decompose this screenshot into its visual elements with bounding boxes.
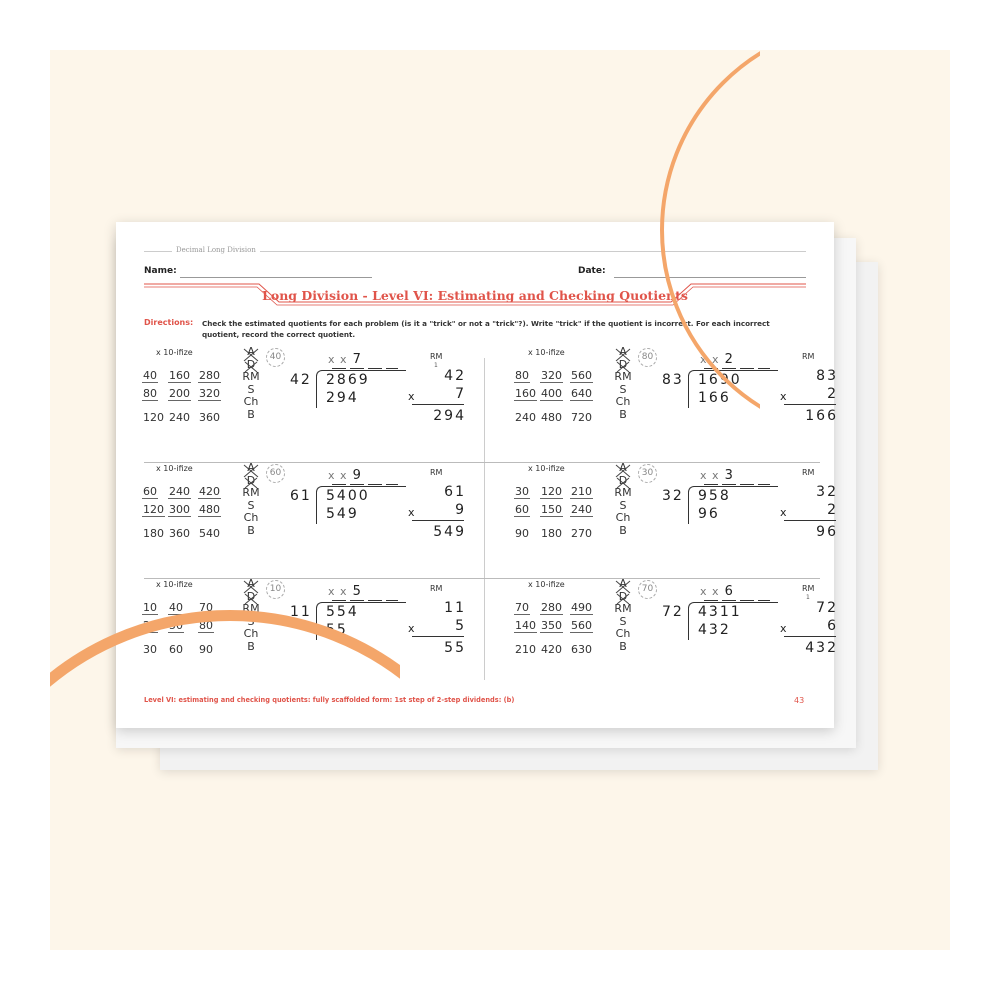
quotient-row bbox=[700, 468, 734, 483]
multiple-value: 60 bbox=[143, 485, 157, 498]
multiple-value: 420 bbox=[541, 643, 562, 656]
carry-digit: 1 bbox=[806, 594, 810, 601]
check-top: 72 bbox=[816, 600, 838, 616]
estimate-circle: 60 bbox=[266, 464, 285, 483]
partial-product: 549 bbox=[326, 506, 359, 522]
page-number: 43 bbox=[794, 696, 805, 705]
steps-column bbox=[240, 462, 262, 538]
rm-label: RM bbox=[802, 584, 815, 593]
rm-label: RM bbox=[430, 584, 443, 593]
quotient-line bbox=[332, 600, 346, 601]
check-line bbox=[412, 404, 464, 405]
multiple-value: 280 bbox=[199, 369, 220, 382]
times-sign: x bbox=[408, 506, 415, 519]
multiple-value: 60 bbox=[515, 503, 529, 516]
date-label: Date: bbox=[578, 266, 606, 276]
quotient-line bbox=[368, 600, 382, 601]
divisor: 83 bbox=[662, 372, 684, 388]
quotient-line bbox=[386, 484, 398, 485]
cross-out-icon bbox=[612, 589, 634, 606]
multiple-value: 400 bbox=[541, 387, 562, 400]
step-label: D bbox=[618, 357, 628, 371]
divisor: 32 bbox=[662, 488, 684, 504]
problem-block bbox=[508, 462, 838, 574]
quotient-line bbox=[350, 368, 364, 369]
quotient-placeholder: x x bbox=[700, 469, 720, 482]
multiple-value: 480 bbox=[541, 411, 562, 424]
quotient-placeholder: x x bbox=[700, 353, 720, 366]
multiple-value: 80 bbox=[515, 369, 529, 382]
step-label: B bbox=[619, 523, 627, 537]
quotient-row bbox=[700, 584, 734, 599]
dividend: 554 bbox=[326, 604, 359, 620]
quotient-line bbox=[740, 484, 754, 485]
step-label: RM bbox=[242, 370, 260, 384]
quotient-line bbox=[368, 484, 382, 485]
tenify-label: x 10-ifize bbox=[156, 580, 193, 589]
multiple-value: 630 bbox=[571, 643, 592, 656]
quotient-placeholder: x x bbox=[700, 585, 720, 598]
times-sign: x bbox=[408, 622, 415, 635]
step-label: D bbox=[618, 473, 628, 487]
multiple-value: 320 bbox=[541, 369, 562, 382]
multiple-value: 270 bbox=[571, 527, 592, 540]
multiple-value: 40 bbox=[143, 369, 157, 382]
step-label: B bbox=[619, 639, 627, 653]
divisor: 72 bbox=[662, 604, 684, 620]
multiple-value: 540 bbox=[199, 527, 220, 540]
dividend: 1690 bbox=[698, 372, 742, 388]
check-multiplier: 2 bbox=[827, 386, 838, 402]
multiple-value: 80 bbox=[143, 387, 157, 400]
step-label: RM bbox=[242, 486, 260, 500]
rm-label: RM bbox=[430, 352, 443, 361]
step-label: D bbox=[246, 357, 256, 371]
check-top: 61 bbox=[444, 484, 466, 500]
multiple-value: 300 bbox=[169, 503, 190, 516]
check-result: 549 bbox=[433, 524, 466, 540]
step-label: Ch bbox=[243, 395, 259, 409]
multiple-value: 640 bbox=[571, 387, 592, 400]
step-label: D bbox=[246, 589, 256, 603]
step-label: Ch bbox=[615, 627, 631, 641]
step-label: RM bbox=[614, 370, 632, 384]
multiple-value: 360 bbox=[169, 527, 190, 540]
times-sign: x bbox=[780, 506, 787, 519]
quotient-line bbox=[758, 600, 770, 601]
check-multiplier: 9 bbox=[455, 502, 466, 518]
step-label: Ch bbox=[615, 395, 631, 409]
footer-text: Level VI: estimating and checking quotients: fully scaffolded form: 1st step of 2-step dividends: (b) bbox=[144, 696, 515, 704]
carry-digit: 1 bbox=[434, 362, 438, 369]
step-label: A bbox=[247, 577, 255, 590]
step-label: B bbox=[619, 407, 627, 421]
rm-label: RM bbox=[802, 352, 815, 361]
step-label: A bbox=[619, 461, 627, 474]
section-label: Decimal Long Division bbox=[172, 246, 260, 254]
step-label: RM bbox=[614, 602, 632, 616]
dividend: 958 bbox=[698, 488, 731, 504]
problem-block bbox=[508, 346, 838, 458]
multiple-value: 240 bbox=[169, 411, 190, 424]
partial-product: 166 bbox=[698, 390, 731, 406]
problem-block bbox=[508, 578, 838, 690]
multiple-value: 420 bbox=[199, 485, 220, 498]
multiple-value: 200 bbox=[169, 387, 190, 400]
step-label: A bbox=[247, 461, 255, 474]
dividend: 5400 bbox=[326, 488, 370, 504]
multiple-value: 90 bbox=[515, 527, 529, 540]
directions-label: Directions: bbox=[144, 318, 194, 327]
partial-product: 96 bbox=[698, 506, 720, 522]
cross-out-icon bbox=[612, 357, 634, 374]
step-label: D bbox=[618, 589, 628, 603]
multiple-value: 240 bbox=[515, 411, 536, 424]
times-sign: x bbox=[408, 390, 415, 403]
step-label: RM bbox=[614, 486, 632, 500]
tenify-label: x 10-ifize bbox=[156, 348, 193, 357]
quotient-line bbox=[740, 600, 754, 601]
multiple-value: 360 bbox=[199, 411, 220, 424]
quotient-placeholder: x x bbox=[328, 585, 348, 598]
quotient-line bbox=[704, 484, 718, 485]
estimate-circle: 70 bbox=[638, 580, 657, 599]
multiple-value: 70 bbox=[515, 601, 529, 614]
quotient-line bbox=[386, 368, 398, 369]
check-multiplier: 6 bbox=[827, 618, 838, 634]
multiple-value: 40 bbox=[169, 601, 183, 614]
check-line bbox=[784, 520, 836, 521]
check-line bbox=[784, 404, 836, 405]
background-panel bbox=[50, 50, 950, 950]
multiple-value: 280 bbox=[541, 601, 562, 614]
tenify-label: x 10-ifize bbox=[528, 348, 565, 357]
step-label: RM bbox=[242, 602, 260, 616]
name-field[interactable] bbox=[180, 277, 372, 278]
rm-label: RM bbox=[430, 468, 443, 477]
estimate-circle: 40 bbox=[266, 348, 285, 367]
quotient-line bbox=[350, 600, 364, 601]
multiple-value: 240 bbox=[571, 503, 592, 516]
steps-column bbox=[612, 462, 634, 538]
check-top: 11 bbox=[444, 600, 466, 616]
multiple-value: 30 bbox=[143, 643, 157, 656]
dividend: 2869 bbox=[326, 372, 370, 388]
step-label: S bbox=[247, 382, 255, 396]
partial-product: 294 bbox=[326, 390, 359, 406]
name-label: Name: bbox=[144, 266, 177, 276]
check-result: 96 bbox=[816, 524, 838, 540]
multiple-value: 320 bbox=[199, 387, 220, 400]
multiple-value: 80 bbox=[199, 619, 213, 632]
check-top: 83 bbox=[816, 368, 838, 384]
quotient-line bbox=[704, 600, 718, 601]
multiple-value: 350 bbox=[541, 619, 562, 632]
partial-product: 432 bbox=[698, 622, 731, 638]
quotient-row bbox=[328, 352, 362, 367]
multiple-value: 560 bbox=[571, 369, 592, 382]
partial-product: 55 bbox=[326, 622, 348, 638]
dividend: 4311 bbox=[698, 604, 742, 620]
step-label: Ch bbox=[243, 627, 259, 641]
check-top: 32 bbox=[816, 484, 838, 500]
times-sign: x bbox=[780, 390, 787, 403]
quotient-digit: 7 bbox=[352, 352, 362, 367]
multiple-value: 10 bbox=[143, 601, 157, 614]
step-label: S bbox=[619, 382, 627, 396]
tenify-label: x 10-ifize bbox=[528, 580, 565, 589]
quotient-line bbox=[368, 368, 382, 369]
quotient-row bbox=[328, 468, 362, 483]
step-label: S bbox=[247, 498, 255, 512]
multiple-value: 150 bbox=[541, 503, 562, 516]
multiple-value: 70 bbox=[199, 601, 213, 614]
step-label: B bbox=[247, 407, 255, 421]
steps-column bbox=[612, 578, 634, 654]
cross-out-icon bbox=[240, 589, 262, 606]
multiple-value: 20 bbox=[143, 619, 157, 632]
quotient-placeholder: x x bbox=[328, 469, 348, 482]
quotient-digit: 6 bbox=[724, 584, 734, 599]
check-line bbox=[412, 636, 464, 637]
multiple-value: 60 bbox=[169, 643, 183, 656]
multiple-value: 180 bbox=[541, 527, 562, 540]
cross-out-icon bbox=[240, 473, 262, 490]
steps-column bbox=[612, 346, 634, 422]
quotient-line bbox=[332, 484, 346, 485]
quotient-line bbox=[332, 368, 346, 369]
multiple-value: 120 bbox=[143, 503, 164, 516]
cross-out-icon bbox=[612, 473, 634, 490]
quotient-digit: 9 bbox=[352, 468, 362, 483]
divisor: 61 bbox=[290, 488, 312, 504]
step-label: Ch bbox=[615, 511, 631, 525]
rm-label: RM bbox=[802, 468, 815, 477]
multiple-value: 140 bbox=[515, 619, 536, 632]
divisor: 42 bbox=[290, 372, 312, 388]
estimate-circle: 30 bbox=[638, 464, 657, 483]
quotient-line bbox=[722, 600, 736, 601]
quotient-line bbox=[350, 484, 364, 485]
multiple-value: 120 bbox=[143, 411, 164, 424]
times-sign: x bbox=[780, 622, 787, 635]
quotient-line bbox=[722, 484, 736, 485]
quotient-line bbox=[758, 484, 770, 485]
step-label: B bbox=[247, 639, 255, 653]
multiple-value: 240 bbox=[169, 485, 190, 498]
multiple-value: 160 bbox=[515, 387, 536, 400]
quotient-digit: 3 bbox=[724, 468, 734, 483]
check-multiplier: 2 bbox=[827, 502, 838, 518]
problem-block bbox=[136, 462, 466, 574]
tenify-label: x 10-ifize bbox=[156, 464, 193, 473]
check-result: 55 bbox=[444, 640, 466, 656]
multiple-value: 90 bbox=[199, 643, 213, 656]
column-divider bbox=[484, 358, 485, 680]
check-line bbox=[784, 636, 836, 637]
step-label: Ch bbox=[243, 511, 259, 525]
step-label: A bbox=[619, 577, 627, 590]
multiple-value: 50 bbox=[169, 619, 183, 632]
quotient-digit: 2 bbox=[724, 352, 734, 367]
multiple-value: 480 bbox=[199, 503, 220, 516]
quotient-line bbox=[386, 600, 398, 601]
multiple-value: 160 bbox=[169, 369, 190, 382]
multiple-value: 180 bbox=[143, 527, 164, 540]
directions-text: Check the estimated quotients for each problem (is it a "trick" or not a "trick"?). Write "trick" if the quotient is incorrect. For each incorrect quotient, record the correct quotient. bbox=[202, 319, 770, 339]
check-multiplier: 7 bbox=[455, 386, 466, 402]
steps-column bbox=[240, 346, 262, 422]
check-result: 166 bbox=[805, 408, 838, 424]
multiple-value: 210 bbox=[571, 485, 592, 498]
problem-block bbox=[136, 346, 466, 458]
page-title: Long Division - Level VI: Estimating and Checking Quotients bbox=[262, 288, 688, 303]
step-label: A bbox=[247, 345, 255, 358]
quotient-row bbox=[328, 584, 362, 599]
step-label: S bbox=[619, 498, 627, 512]
step-label: A bbox=[619, 345, 627, 358]
step-label: D bbox=[246, 473, 256, 487]
step-label: B bbox=[247, 523, 255, 537]
step-label: S bbox=[247, 614, 255, 628]
quotient-placeholder: x x bbox=[328, 353, 348, 366]
check-result: 432 bbox=[805, 640, 838, 656]
check-multiplier: 5 bbox=[455, 618, 466, 634]
check-result: 294 bbox=[433, 408, 466, 424]
multiple-value: 120 bbox=[541, 485, 562, 498]
estimate-circle: 10 bbox=[266, 580, 285, 599]
quotient-digit: 5 bbox=[352, 584, 362, 599]
divisor: 11 bbox=[290, 604, 312, 620]
check-top: 42 bbox=[444, 368, 466, 384]
multiple-value: 560 bbox=[571, 619, 592, 632]
check-line bbox=[412, 520, 464, 521]
cross-out-icon bbox=[240, 357, 262, 374]
multiple-value: 720 bbox=[571, 411, 592, 424]
step-label: S bbox=[619, 614, 627, 628]
multiple-value: 30 bbox=[515, 485, 529, 498]
estimate-circle: 80 bbox=[638, 348, 657, 367]
tenify-label: x 10-ifize bbox=[528, 464, 565, 473]
multiple-value: 490 bbox=[571, 601, 592, 614]
multiple-value: 210 bbox=[515, 643, 536, 656]
